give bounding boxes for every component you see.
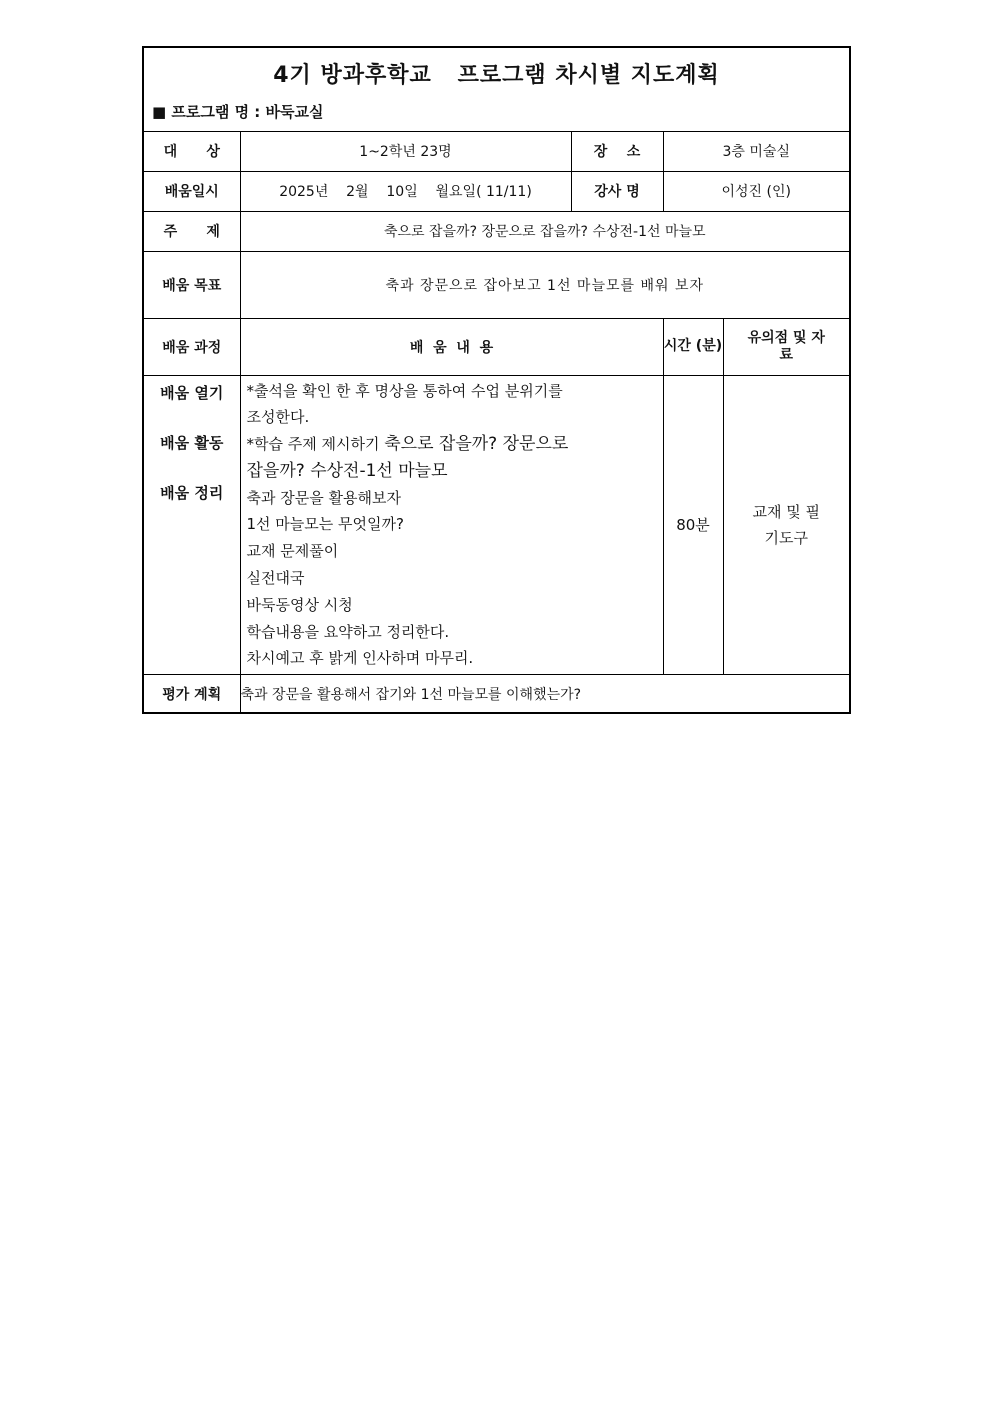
goal-value: 축과 장문으로 잡아보고 1선 마늘모를 배워 보자 bbox=[240, 251, 849, 318]
evaluation-value: 축과 장문을 활용해서 잡기와 1선 마늘모를 이해했는가? bbox=[240, 674, 849, 714]
stage-header: 배움 과정 bbox=[144, 318, 240, 375]
content-line: 실전대국 bbox=[246, 569, 305, 588]
plan-table bbox=[144, 131, 849, 714]
stage-item: 배움 활동 bbox=[160, 433, 224, 452]
date-value: 2025년 2월 10일 월요일( 11/11) bbox=[240, 171, 571, 211]
process-header-row bbox=[144, 318, 849, 375]
stage-item: 배움 정리 bbox=[160, 483, 224, 502]
title-area bbox=[144, 48, 849, 132]
evaluation-label: 평가 계획 bbox=[144, 674, 240, 714]
program-name: ■ 프로그램 명 : 바둑교실 bbox=[152, 103, 324, 121]
target-value: 1~2학년 23명 bbox=[240, 131, 571, 171]
subject-value: 축으로 잡을까? 장문으로 잡을까? 수상전-1선 마늘모 bbox=[240, 211, 849, 251]
content-line: 잡을까? 수상전-1선 마늘모 bbox=[246, 460, 448, 481]
content-line bbox=[247, 431, 657, 458]
stage-item: 배움 열기 bbox=[160, 383, 224, 402]
content-line-text: *학습 주제 제시하기 bbox=[246, 435, 380, 454]
stage-list bbox=[144, 375, 240, 674]
content-line: 차시예고 후 밝게 인사하며 마무리. bbox=[246, 649, 474, 668]
content-line: 학습내용을 요약하고 정리한다. bbox=[246, 622, 450, 641]
goal-label: 배움 목표 bbox=[144, 251, 240, 318]
notes-value: 교재 및 필기도구 bbox=[723, 375, 849, 674]
teacher-value: 이성진 (인) bbox=[663, 171, 849, 211]
content-header: 배 움 내 용 bbox=[240, 318, 663, 375]
content-line: 축과 장문을 활용해보자 bbox=[246, 488, 401, 507]
target-row bbox=[144, 131, 849, 171]
place-value: 3층 미술실 bbox=[663, 131, 849, 171]
target-label: 대 상 bbox=[144, 131, 240, 171]
process-body-row bbox=[144, 375, 849, 674]
evaluation-row bbox=[144, 674, 849, 714]
notes-header: 유의점 및 자료 bbox=[723, 318, 849, 375]
content-line: 교재 문제풀이 bbox=[246, 542, 339, 561]
content-line: 1선 마늘모는 무엇일까? bbox=[246, 515, 404, 534]
date-row bbox=[144, 171, 849, 211]
time-header: 시간 (분) bbox=[663, 318, 723, 375]
subject-row bbox=[144, 211, 849, 251]
content-line: 바둑동영상 시청 bbox=[246, 595, 353, 614]
content-line: *출석을 확인 한 후 명상을 통하여 수업 분위기를 bbox=[246, 381, 563, 400]
goal-row bbox=[144, 251, 849, 318]
time-value: 80분 bbox=[663, 375, 723, 674]
teacher-label: 강사 명 bbox=[571, 171, 663, 211]
date-label: 배움일시 bbox=[144, 171, 240, 211]
subject-label: 주 제 bbox=[144, 211, 240, 251]
content-line-text: 축으로 잡을까? 장문으로 bbox=[384, 434, 569, 455]
content-list bbox=[240, 375, 663, 674]
lesson-plan-sheet bbox=[142, 46, 851, 714]
place-label: 장 소 bbox=[571, 131, 663, 171]
content-line: 조성한다. bbox=[246, 408, 310, 427]
document-title: 4기 방과후학교 프로그램 차시별 지도계획 bbox=[273, 63, 720, 88]
